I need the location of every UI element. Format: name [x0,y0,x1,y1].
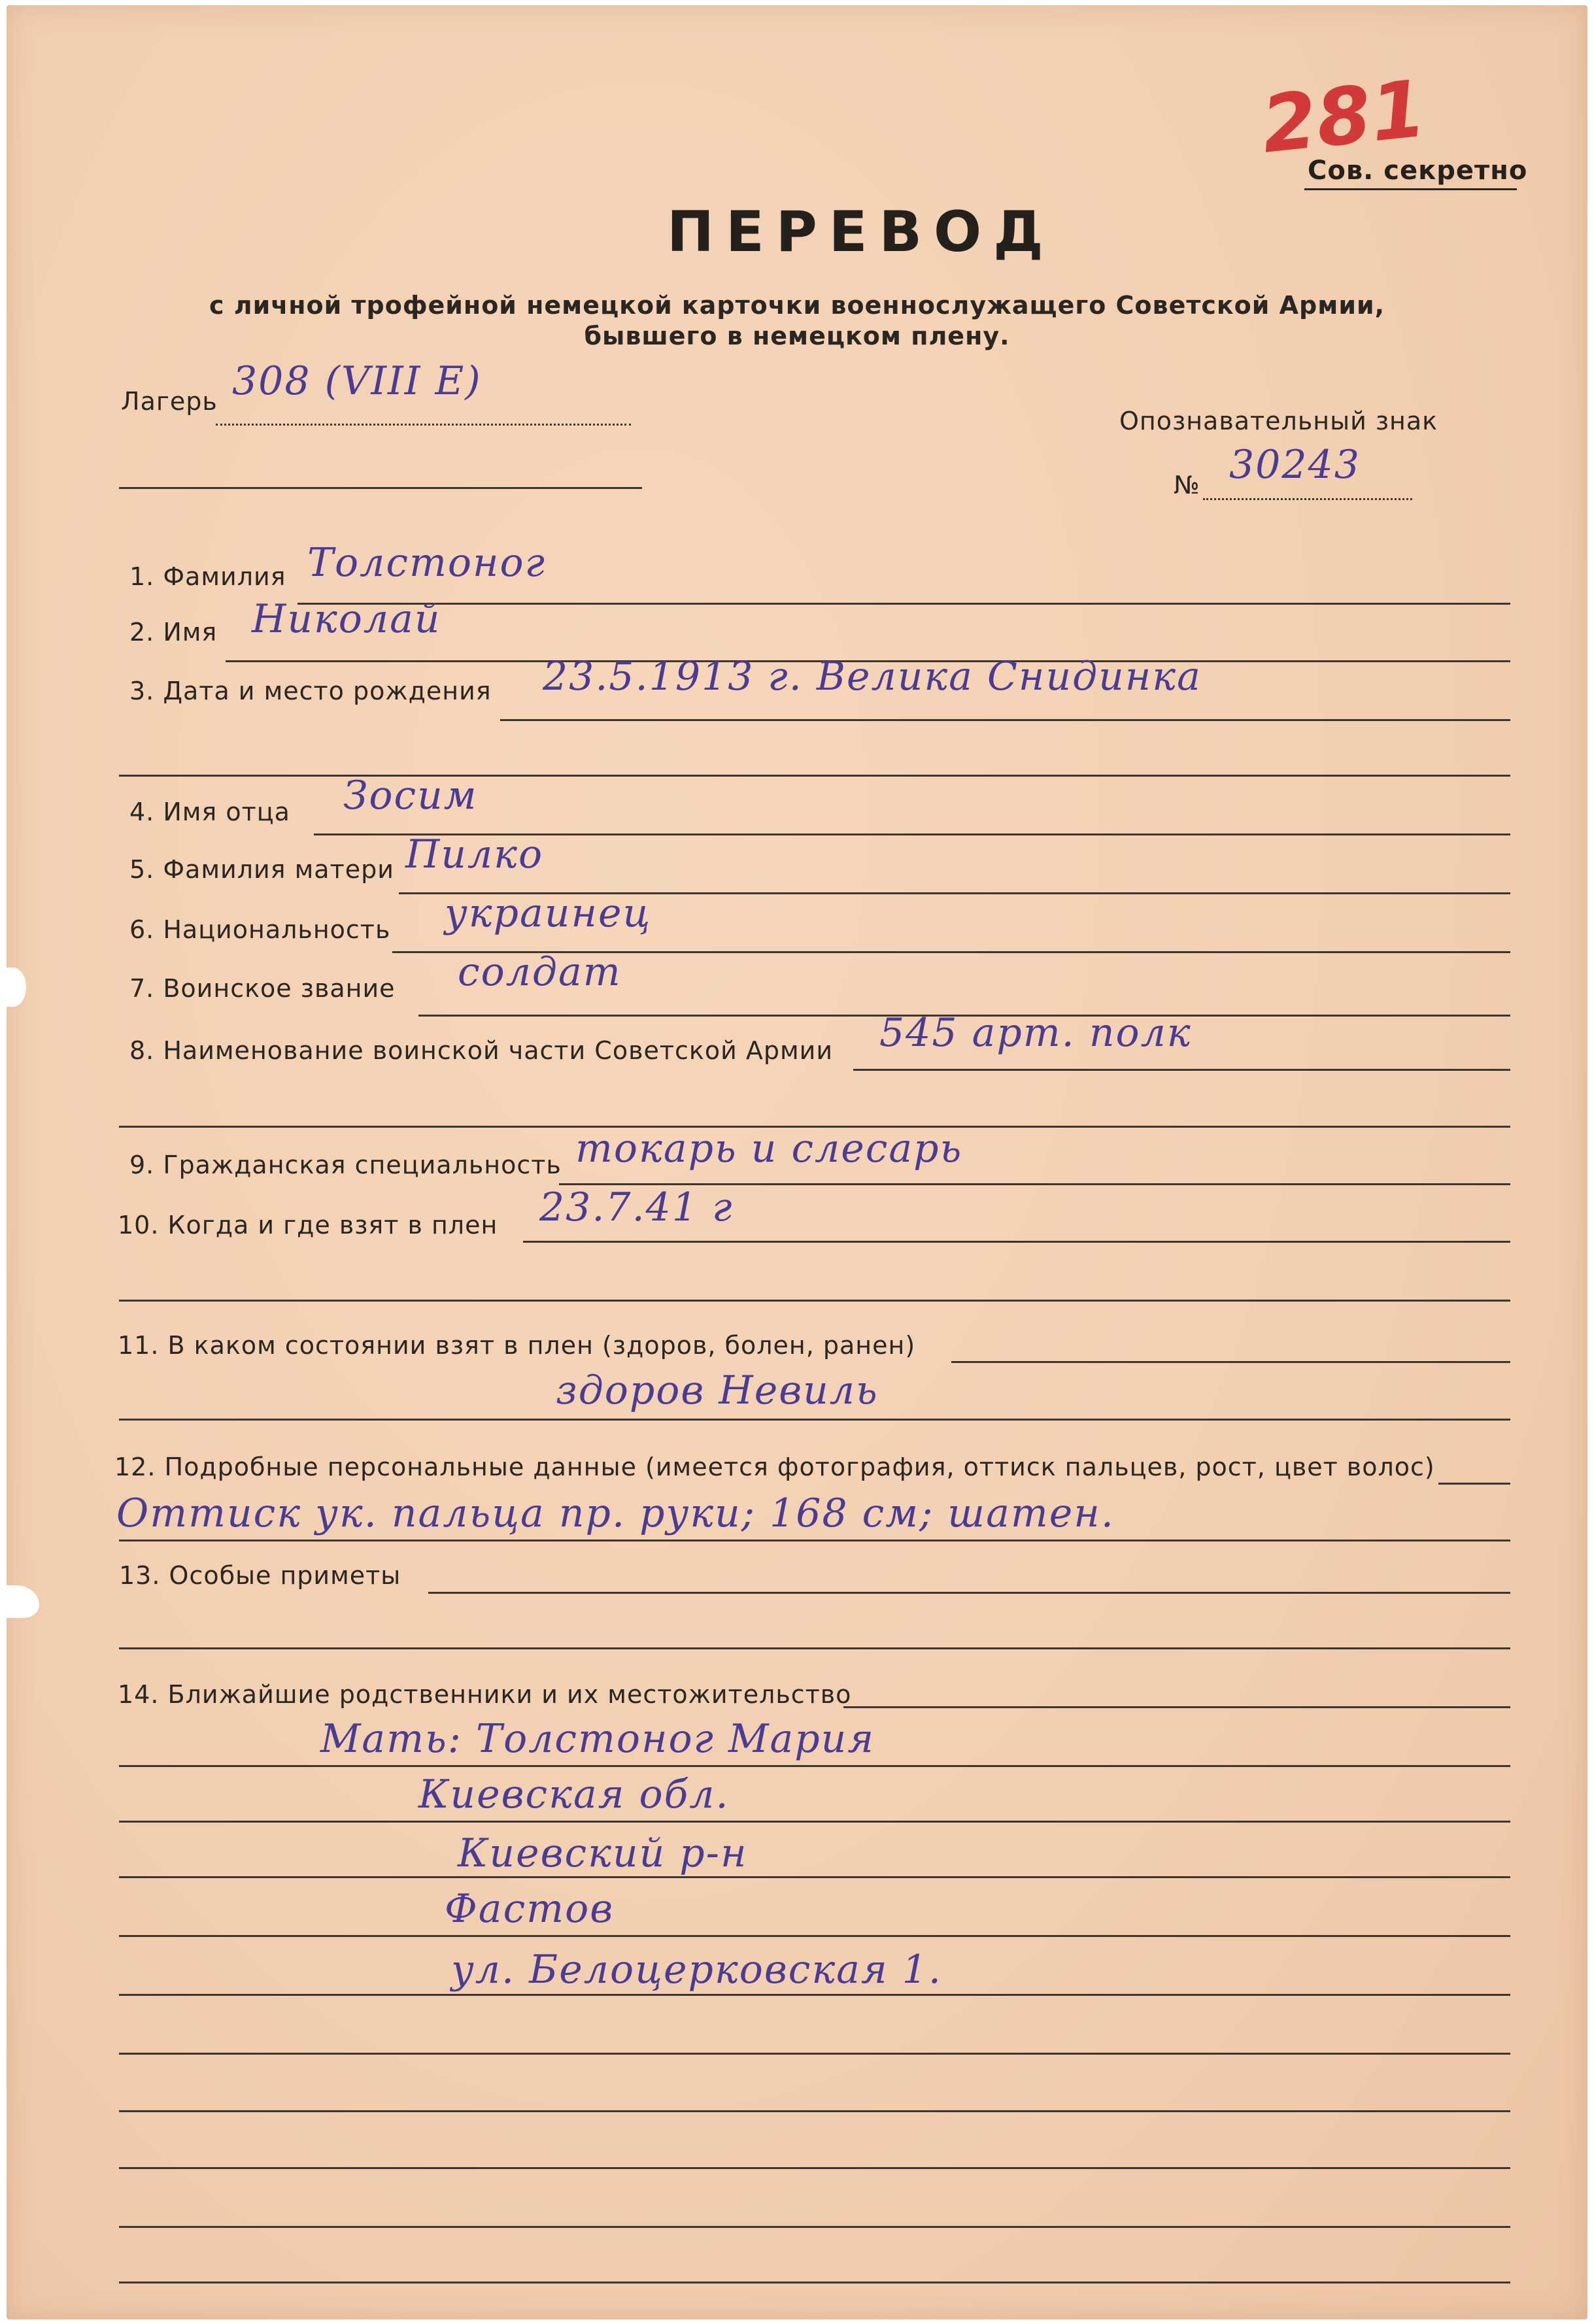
field-mother-label: 5. Фамилия матери [129,855,394,884]
classification-label: Сов. секретно [1308,156,1528,186]
paper-tear [0,968,26,1007]
field-captured-value: 23.7.41 г [539,1185,734,1230]
field-unit-value: 545 арт. полк [879,1010,1192,1056]
field-personal-data-extra-line [119,1540,1510,1541]
field-condition-line [951,1361,1510,1363]
camp-extra-line [119,487,642,489]
relatives-ruled-line [119,1765,1510,1767]
field-captured-label: 10. Когда и где взят в плен [118,1211,498,1239]
camp-line [216,424,631,426]
relatives-ruled-line [119,2282,1510,2283]
id-tag-label: Опознавательный знак [1119,407,1438,435]
field-personal-data-label: 12. Подробные персональные данные (имеется фотография, оттиск пальцев, рост, цвет волос) [114,1453,1435,1481]
document-subtitle-line1: с личной трофейной немецкой карточки военнослужащего Советской Армии, [209,291,1385,320]
field-rank-label: 7. Воинское звание [129,974,396,1003]
field-condition-label: 11. В каком состоянии взят в плен (здоров, болен, ранен) [118,1331,916,1360]
field-surname-label: 1. Фамилия [129,562,286,591]
field-birth-value: 23.5.1913 г. Велика Снидинка [543,654,1202,699]
field-relatives-line [843,1706,1510,1708]
id-tag-value: 30243 [1229,442,1361,488]
field-birth-label: 3. Дата и место рождения [129,677,492,705]
id-tag-line [1203,498,1412,500]
field-condition-value: здоров Невиль [556,1368,879,1413]
classification-underline [1304,188,1517,190]
camp-label: Лагерь [121,387,218,416]
field-name-value: Николай [252,596,441,642]
field-father-value: Зосим [343,773,478,818]
field-marks-line [428,1592,1510,1594]
relatives-ruled-line [119,1935,1510,1937]
field-birth-line [500,719,1510,721]
field-name-label: 2. Имя [129,618,218,647]
relatives-ruled-line [119,1821,1510,1823]
field-birth-extra-line [119,775,1510,777]
relatives-ruled-line [119,1994,1510,1996]
field-rank-value: солдат [458,949,622,995]
archive-number-stamp: 281 [1257,63,1431,171]
camp-value: 308 (VIII E) [232,358,482,404]
relatives-ruled-line [119,2053,1510,2055]
relatives-line-1: Мать: Толстоног Мария [320,1716,875,1762]
field-captured-extra-line [119,1300,1510,1302]
relatives-line-5: ул. Белоцерковская 1. [451,1947,942,1993]
field-relatives-label: 14. Ближайшие родственники и их местожительство [118,1680,852,1709]
field-profession-value: токарь и слесарь [575,1126,963,1171]
relatives-ruled-line [119,2167,1510,2169]
field-marks-extra-line [119,1647,1510,1649]
id-tag-number-label: № [1174,471,1200,499]
relatives-line-3: Киевский р-н [458,1830,748,1876]
field-personal-data-line [1438,1483,1510,1485]
field-surname-value: Толстоног [307,540,546,586]
field-unit-label: 8. Наименование воинской части Советской Армии [129,1036,834,1065]
field-marks-label: 13. Особые приметы [119,1561,401,1590]
field-condition-extra-line [119,1419,1510,1421]
relatives-ruled-line [119,1876,1510,1878]
document-subtitle-line2: бывшего в немецком плену. [584,322,1010,350]
field-nationality-label: 6. Национальность [129,915,391,944]
relatives-ruled-line [119,2110,1510,2112]
field-father-label: 4. Имя отца [129,798,290,826]
field-surname-line [297,603,1510,605]
document-title: ПЕРЕВОД [667,199,1055,265]
field-mother-value: Пилко [405,832,544,877]
relatives-ruled-line [119,2226,1510,2228]
field-nationality-value: украинец [445,890,652,936]
field-unit-line [853,1069,1510,1071]
field-personal-data-value: Оттиск ук. пальца пр. руки; 168 см; шатен. [116,1490,1115,1536]
field-profession-label: 9. Гражданская специальность [129,1151,562,1179]
field-captured-line [523,1241,1510,1243]
relatives-line-2: Киевская обл. [418,1772,730,1817]
relatives-line-4: Фастов [445,1886,615,1932]
